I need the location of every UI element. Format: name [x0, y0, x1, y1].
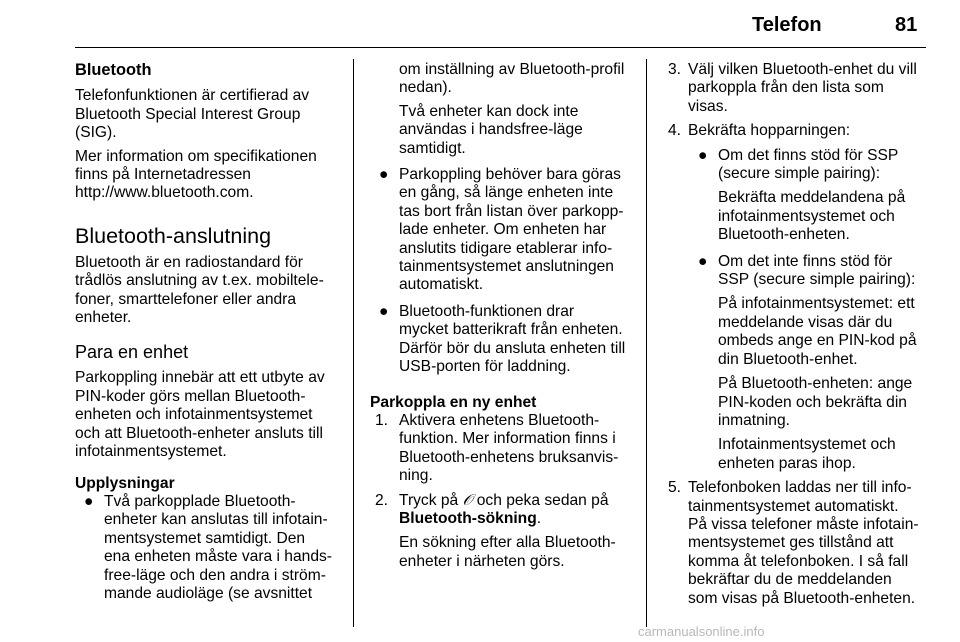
list-item-text [399, 61, 645, 98]
text-line: och att Bluetooth-enheter ansluts till [75, 424, 323, 442]
numbered-step [668, 61, 930, 116]
text-line: På vissa telefoner måste infotain- [688, 515, 919, 533]
text-line: visas. [688, 97, 728, 115]
step-text [688, 122, 930, 140]
text-line: trådlös anslutning av t.ex. mobiltele- [75, 272, 324, 290]
text-line: enheten paras ihop. [718, 454, 856, 472]
text-line: lade enheter. Om enheten har [399, 221, 607, 239]
text-line: användas i handsfree-läge [399, 121, 583, 139]
text-line: automatiskt. [399, 276, 484, 294]
list-item-continued [370, 61, 645, 158]
text-line: komma åt telefonboken. I så fall [688, 552, 909, 570]
text-line: Bluetooth-funktionen drar [399, 302, 575, 320]
heading-pair-device: Para en enhet [75, 342, 189, 363]
text-line: om inställning av Bluetooth-profil [399, 61, 625, 78]
text-line: På infotainmentsystemet: ett [718, 295, 915, 313]
column-1 [75, 61, 350, 603]
text-line: Bluetooth-enhetens bruksanvis- [399, 448, 619, 466]
text-line: Aktivera enhetens Bluetooth- [399, 411, 600, 429]
list-item [370, 303, 645, 377]
text-line: som visas på Bluetooth-enheten. [688, 589, 916, 607]
text-line: foner, smarttelefoner eller andra [75, 290, 297, 308]
bullet-icon: ● [379, 166, 389, 184]
bullet-icon: ● [84, 492, 94, 510]
text-line: http://www.bluetooth.com. [75, 184, 254, 202]
text-line: Om det inte finns stöd för [718, 252, 893, 270]
text-line: tainmentsystemet automatiskt. [688, 497, 899, 515]
numbered-step [668, 479, 930, 608]
text-line: meddelande visas där du [718, 313, 893, 331]
text-line: bekräftar du de meddelanden [688, 571, 892, 589]
text-line: enheter. [75, 309, 132, 327]
bullet-icon: ● [698, 252, 708, 270]
sub-item-note [718, 375, 930, 430]
list-item-note [399, 103, 645, 158]
sub-item-note [718, 295, 930, 369]
text-line: (SIG). [75, 124, 117, 142]
column-divider-2 [646, 59, 647, 627]
text-line: nedan). [399, 79, 452, 97]
text-line: anslutits tidigare etablerar info- [399, 239, 613, 257]
step-text [399, 412, 645, 486]
text-line: tainmentsystemet anslutningen [399, 258, 614, 276]
text-line: Infotainmentsystemet och [718, 436, 896, 454]
list-item [75, 493, 350, 603]
text-line: ombeds ange en PIN-kod på [718, 332, 917, 350]
header-rule [75, 47, 926, 48]
phone-icon: 𝒪 [462, 491, 473, 509]
text-line: Parkoppling innebär att ett utbyte av [75, 369, 325, 387]
text-line: samtidigt. [399, 139, 466, 157]
step-number: 4. [668, 122, 682, 140]
sub-item-note [718, 189, 930, 244]
step-text [688, 479, 930, 608]
numbered-step [375, 492, 645, 572]
list-item-text [104, 493, 350, 603]
text-line: Därför bör du ansluta enheten till [399, 339, 626, 357]
text-line: PIN-koder görs mellan Bluetooth- [75, 387, 306, 405]
column-divider-1 [353, 59, 354, 627]
text-line: funktion. Mer information finns i [399, 430, 616, 448]
text-line: Bluetooth-enheten. [718, 226, 850, 244]
text-line: Parkoppling behöver bara göras [399, 166, 621, 184]
text-line: infotainmentsystemet och [718, 207, 895, 225]
text-line: PIN-koden och bekräfta din [718, 393, 907, 411]
text-line: ena enheten måste vara i hands- [104, 548, 332, 566]
step-number: 1. [375, 411, 389, 429]
bullet-icon: ● [698, 146, 708, 164]
text-line: USB-porten för laddning. [399, 358, 571, 376]
text-line: Bekräfta meddelandena på [718, 189, 906, 207]
heading-information: Upplysningar [75, 474, 175, 492]
text-line: mycket batterikraft från enheten. [399, 321, 623, 339]
text-line: Bluetooth Special Interest Group [75, 105, 301, 123]
text-line: enheter i närheten görs. [399, 552, 565, 570]
numbered-step [375, 412, 645, 486]
text-line: Mer information om specifikationen [75, 147, 317, 165]
sub-item-text [718, 147, 930, 184]
step-number: 2. [375, 491, 389, 509]
step-number: 3. [668, 61, 682, 78]
text-line: din Bluetooth-enhet. [718, 350, 858, 368]
paragraph [75, 87, 350, 142]
text-line: Två enheter kan dock inte [399, 102, 579, 120]
text-line: Bekräfta hopparningen: [688, 122, 851, 140]
paragraph [75, 254, 350, 328]
heading-bluetooth: Bluetooth [75, 61, 152, 79]
heading-bluetooth-connection: Bluetooth-anslutning [75, 223, 272, 248]
page-header-title: Telefon [752, 14, 822, 36]
text-line: På Bluetooth-enheten: ange [718, 375, 913, 393]
text-line: Telefonboken laddas ner till info- [688, 479, 912, 497]
step-number: 5. [668, 479, 682, 497]
text-line: finns på Internetadressen [75, 166, 251, 184]
sub-item-note [718, 436, 930, 473]
text-line: mentsystemet samtidigt. Den [104, 529, 306, 547]
text-line: parkoppla från den lista som [688, 79, 884, 97]
text-line: (secure simple pairing): [718, 165, 881, 183]
text-line: free-läge och den andra i ström- [104, 566, 326, 584]
text-line: Telefonfunktionen är certifierad av [75, 87, 310, 105]
sub-list-item [668, 253, 930, 473]
text-line: mande audioläge (se avsnittet [104, 584, 313, 602]
text-line: Två parkopplade Bluetooth- [104, 492, 296, 510]
text-line: Bluetooth är en radiostandard för [75, 253, 303, 271]
text-line: Välj vilken Bluetooth-enhet du vill [688, 61, 917, 78]
text-line: En sökning efter alla Bluetooth- [399, 534, 616, 552]
text-line: SSP (secure simple pairing): [718, 271, 916, 289]
text-line: ning. [399, 467, 433, 485]
column-2 [370, 61, 645, 571]
sub-item-text [718, 253, 930, 290]
list-item-text [399, 303, 645, 377]
sub-list-item [668, 147, 930, 245]
step-text [688, 61, 930, 116]
step-text: Tryck på 𝒪 och peka sedan på Bluetooth-sökning. [399, 491, 609, 527]
step-note [399, 534, 645, 571]
page-number: 81 [895, 14, 918, 36]
numbered-step [668, 122, 930, 140]
paragraph [75, 148, 350, 203]
text-line: mentsystemet ges tillstånd att [688, 534, 894, 552]
text-line: enheter kan anslutas till infotain- [104, 511, 328, 529]
list-item-text [399, 166, 645, 295]
column-3 [668, 61, 930, 608]
heading-pair-new-device: Parkoppla en ny enhet [370, 393, 537, 411]
text-line: enheten och infotainmentsystemet [75, 406, 313, 424]
text-line: tas bort från listan över parkopp- [399, 202, 624, 220]
text-line: Om det finns stöd för SSP [718, 146, 899, 164]
text-line: en gång, så länge enheten inte [399, 184, 614, 202]
bullet-icon: ● [379, 302, 389, 320]
list-item [370, 166, 645, 295]
text-line: infotainmentsystemet. [75, 443, 227, 461]
paragraph [75, 369, 350, 461]
watermark-link[interactable]: carmanualsonline.info [638, 624, 765, 639]
text-line: inmatning. [718, 411, 790, 429]
